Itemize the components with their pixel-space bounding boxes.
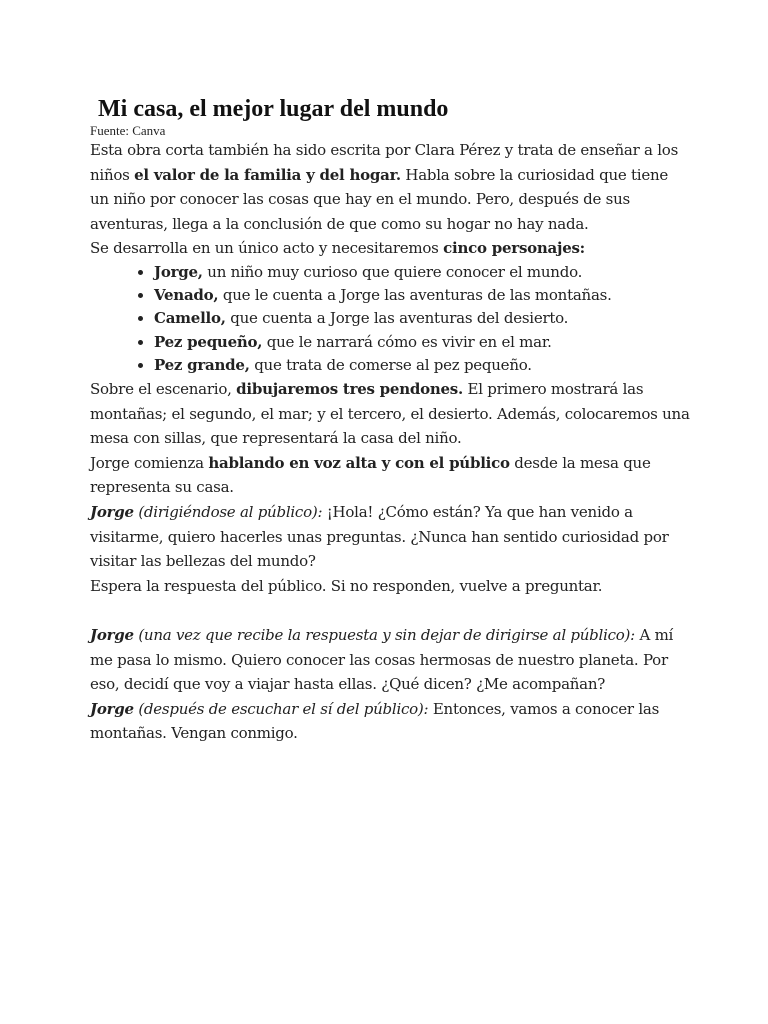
speaker-name: Jorge [90, 699, 134, 718]
direction-paragraph: Espera la respuesta del público. Si no responden, vuelve a preguntar. [90, 576, 603, 595]
character-name: Camello, [154, 309, 226, 328]
list-item [154, 331, 690, 354]
stage-paragraph [90, 377, 690, 451]
character-desc: que le cuenta a Jorge las aventuras de las montañas. [218, 286, 612, 305]
stage-text: Sobre el escenario, [90, 379, 237, 398]
speaker-name: Jorge [90, 502, 134, 521]
dialogue-text: Entonces, vamos a conocer las montañas. Vengan conmigo. [90, 699, 660, 743]
cast-paragraph [90, 236, 690, 261]
opening-bold: hablando en voz alta y con el público [208, 453, 510, 472]
dialogue-text: A mí me pasa lo mismo. Quiero conocer las cosas hermosas de nuestro planeta. Por eso, decidí que voy a viajar hasta ellas. ¿Qué dicen? ¿Me acompañan? [90, 625, 674, 694]
stage-direction: (dirigiéndose al público): [133, 502, 323, 521]
list-item [154, 284, 690, 307]
opening-paragraph [90, 451, 690, 500]
stage-direction: (después de escuchar el sí del público): [133, 699, 429, 718]
dialogue-text: ¡Hola! ¿Cómo están? Ya que han venido a visitarme, quiero hacerles unas preguntas. ¿Nunca han sentido curiosidad por visitar las bellezas del mundo? [90, 502, 669, 571]
paragraph-spacer [90, 598, 690, 623]
opening-text-end: desde la mesa que representa su casa. [90, 453, 651, 497]
document-title: Mi casa, el mejor lugar del mundo [98, 96, 449, 122]
character-desc: que cuenta a Jorge las aventuras del desierto. [225, 309, 569, 328]
list-item [154, 307, 690, 330]
source-caption: Fuente: Canva [90, 123, 166, 138]
dialogue-line [90, 697, 690, 746]
speaker-name: Jorge [90, 625, 134, 644]
stage-direction: (una vez que recibe la respuesta y sin dejar de dirigirse al público): [133, 625, 635, 644]
stage-text-end: El primero mostrará las montañas; el segundo, el mar; y el tercero, el desierto. Además, colocaremos una mesa con sillas, que representará la casa del niño. [90, 379, 690, 448]
list-item [154, 354, 690, 377]
character-name: Pez grande, [154, 355, 250, 374]
dialogue-line [90, 623, 690, 697]
intro-bold: el valor de la familia y del hogar. [134, 165, 401, 184]
character-name: Jorge, [154, 262, 203, 281]
list-item [154, 261, 690, 284]
intro-text: Esta obra corta también ha sido escrita por Clara Pérez y trata de enseñar a los niños [90, 141, 679, 184]
character-desc: un niño muy curioso que quiere conocer el mundo. [202, 262, 583, 281]
cast-bold: cinco personajes: [443, 239, 585, 258]
character-name: Pez pequeño, [154, 332, 263, 351]
intro-text-end: Habla sobre la curiosidad que tiene un niño por conocer las cosas que hay en el mundo. Pero, después de sus aventuras, llega a la conclusión de que como su hogar no hay nada. [90, 165, 669, 233]
stage-bold: dibujaremos tres pendones. [236, 379, 463, 398]
character-name: Venado, [154, 286, 219, 305]
document-page [90, 94, 690, 746]
intro-paragraph [90, 138, 690, 236]
character-list [90, 261, 690, 377]
opening-text: Jorge comienza [90, 453, 209, 472]
dialogue-line [90, 500, 690, 574]
cast-text: Se desarrolla en un único acto y necesitaremos [90, 239, 444, 258]
character-desc: que trata de comerse al pez pequeño. [249, 355, 532, 374]
character-desc: que le narrará cómo es vivir en el mar. [262, 332, 552, 351]
